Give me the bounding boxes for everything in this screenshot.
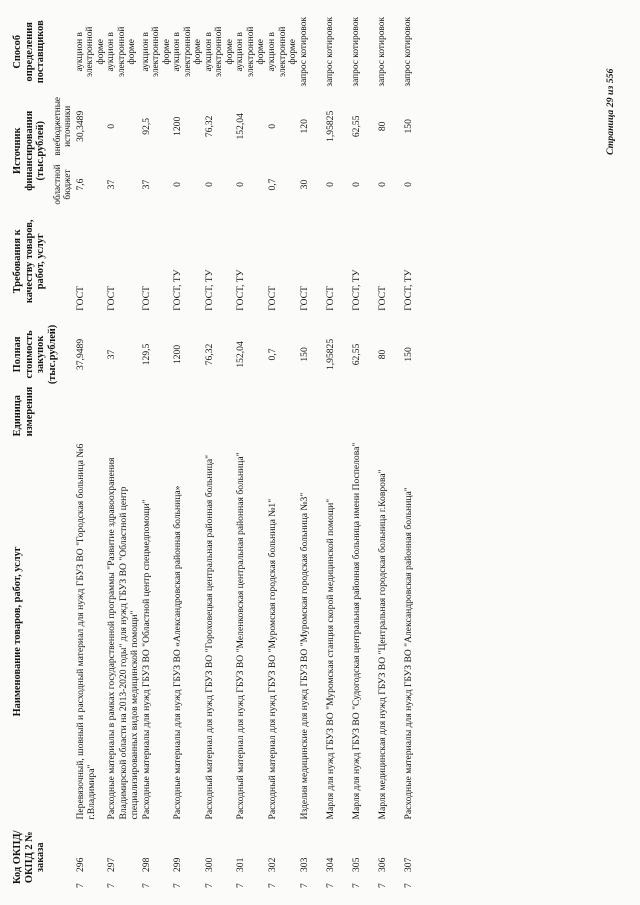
header-method: Способ определения поставщиков xyxy=(12,20,47,84)
row-code xyxy=(267,824,299,892)
row-cost: 0,7 xyxy=(266,348,278,361)
row-unit xyxy=(204,395,236,439)
table-row xyxy=(299,11,325,891)
row-regional: 0,7 xyxy=(266,178,278,191)
row-name: Расходный материал для нужд ГБУЗ ВО "Меленковская центральная районная больница" xyxy=(235,452,247,820)
row-code-number: 307 xyxy=(402,857,414,872)
row-code xyxy=(172,824,204,892)
table-row xyxy=(377,11,403,891)
row-name: Расходный материал для нужд ГБУЗ ВО "Муромская городская больница №1" xyxy=(266,498,278,820)
row-method: аукцион в электронной форме xyxy=(106,26,138,78)
table-header xyxy=(10,11,75,891)
header-source-regional: областной бюджет xyxy=(51,164,73,205)
row-requirements: ГОСТ xyxy=(140,286,152,311)
row-code-prefix: 7 xyxy=(324,883,336,888)
row-code-prefix: 7 xyxy=(106,883,118,888)
row-regional: 7,6 xyxy=(74,178,86,191)
row-offbudget: 30,3489 xyxy=(74,110,86,142)
row-cost: 152,04 xyxy=(235,341,247,368)
row-method: запрос котировок xyxy=(350,16,361,87)
row-name: Марля медицинская для нужд ГБУЗ ВО "Центральная городская больница г.Коврова" xyxy=(376,469,388,820)
header-requirements: Требования к качеству товаров, работ, услуг xyxy=(12,219,47,304)
row-unit xyxy=(267,395,299,439)
table-row xyxy=(75,11,107,891)
row-offbudget: 0 xyxy=(266,123,278,129)
row-offbudget: 1,95825 xyxy=(324,110,336,142)
row-name: Расходные материалы для нужд ГБУЗ ВО «Александровская районная больница» xyxy=(172,485,184,820)
row-offbudget: 80 xyxy=(376,121,388,132)
row-name: Расходные материалы в рамках государственной программы "Развитие здравоохранения Владимирской области на 2013-2020 годы" для нужд ГБУЗ ВО "Областной центр специализированных видов медицинской помощи" xyxy=(106,457,141,820)
row-code-number: 296 xyxy=(74,857,86,872)
row-code-number: 303 xyxy=(298,857,310,872)
row-requirements: ГОСТ, ТУ xyxy=(350,269,362,311)
row-code xyxy=(403,824,429,892)
row-cost: 80 xyxy=(376,349,388,360)
row-regional: 0 xyxy=(172,182,184,187)
row-cost: 129,5 xyxy=(140,343,152,366)
row-cost: 150 xyxy=(402,347,414,362)
row-code-prefix: 7 xyxy=(298,883,310,888)
row-code xyxy=(235,824,267,892)
row-name: Расходные материалы для нужд ГБУЗ ВО "Областной центр спецмедпомощи" xyxy=(140,499,152,820)
row-code-prefix: 7 xyxy=(235,883,247,888)
row-offbudget: 152,04 xyxy=(235,113,247,140)
row-code-number: 299 xyxy=(172,857,184,872)
row-cost: 1,95825 xyxy=(324,338,336,371)
row-requirements: ГОСТ xyxy=(266,286,278,311)
row-regional: 0 xyxy=(324,182,336,187)
row-name: Марля для нужд ГБУЗ ВО "Муромская станция скорой медицинской помощи" xyxy=(324,498,336,820)
row-code-number: 300 xyxy=(203,857,215,872)
row-regional: 0 xyxy=(376,182,388,187)
row-code-number: 305 xyxy=(350,857,362,872)
row-name: Расходные материалы для нужд ГБУЗ ВО "Александровская районная больница" xyxy=(402,487,414,820)
row-code-prefix: 7 xyxy=(203,883,215,888)
row-code-prefix: 7 xyxy=(140,883,152,888)
row-method: аукцион в электронной форме xyxy=(172,26,204,78)
row-regional: 37 xyxy=(106,179,118,190)
row-code xyxy=(204,824,236,892)
row-code xyxy=(377,824,403,892)
row-regional: 0 xyxy=(235,182,247,187)
row-code-number: 297 xyxy=(106,857,118,872)
row-code-prefix: 7 xyxy=(350,883,362,888)
row-code-prefix: 7 xyxy=(376,883,388,888)
row-cost: 1200 xyxy=(172,344,184,365)
row-offbudget: 150 xyxy=(402,119,414,134)
row-unit xyxy=(75,395,107,439)
row-unit xyxy=(235,395,267,439)
procurement-table xyxy=(10,11,429,891)
row-code xyxy=(75,824,107,892)
row-offbudget: 1200 xyxy=(172,116,184,136)
row-code xyxy=(141,824,173,892)
row-code xyxy=(325,824,351,892)
row-cost: 37,9489 xyxy=(74,338,86,371)
row-code xyxy=(106,824,141,892)
row-code-number: 306 xyxy=(376,857,388,872)
row-method: запрос котировок xyxy=(402,16,413,87)
row-requirements: ГОСТ, ТУ xyxy=(402,269,414,311)
row-offbudget: 120 xyxy=(298,119,310,134)
row-unit xyxy=(172,395,204,439)
row-method: аукцион в электронной форме xyxy=(266,26,299,78)
table-row xyxy=(172,11,204,891)
table-row xyxy=(267,11,299,891)
row-unit xyxy=(377,395,403,439)
row-requirements: ГОСТ, ТУ xyxy=(203,269,215,311)
row-code-number: 298 xyxy=(140,857,152,872)
table-row xyxy=(351,11,377,891)
row-requirements: ГОСТ, ТУ xyxy=(172,269,184,311)
table-body xyxy=(75,11,429,891)
row-requirements: ГОСТ xyxy=(376,286,388,311)
table-row xyxy=(403,11,429,891)
row-code-prefix: 7 xyxy=(266,883,278,888)
row-code-number: 302 xyxy=(266,857,278,872)
row-unit xyxy=(299,395,325,439)
row-requirements: ГОСТ xyxy=(74,286,86,311)
row-method: запрос котировок xyxy=(324,16,335,87)
header-name: Наименование товаров, работ, услуг xyxy=(12,546,23,717)
row-regional: 0 xyxy=(203,182,215,187)
page-number: Страница 29 из 556 xyxy=(605,68,616,155)
row-regional: 30 xyxy=(298,179,310,190)
row-offbudget: 92,5 xyxy=(140,117,152,135)
row-method: запрос котировок xyxy=(298,16,309,87)
row-code xyxy=(351,824,377,892)
row-name: Расходный материал для нужд ГБУЗ ВО "Гороховецкая центральная районная больница" xyxy=(203,454,215,820)
row-code-prefix: 7 xyxy=(402,883,414,888)
row-code-prefix: 7 xyxy=(74,883,86,888)
row-name: Марля для нужд ГБУЗ ВО "Судогодская центральная районная больница имени Поспелова" xyxy=(350,442,362,820)
header-unit: Единица измерения xyxy=(12,386,35,437)
row-regional: 0 xyxy=(350,182,362,187)
table-row xyxy=(106,11,141,891)
row-requirements: ГОСТ xyxy=(106,286,118,311)
table-row xyxy=(235,11,267,891)
row-name: Изделия медицинские для нужд ГБУЗ ВО "Муромская городская больница №3" xyxy=(298,492,310,820)
row-code-number: 301 xyxy=(235,857,247,872)
header-cost: Полная стоимость закупок (тыс.рублей) xyxy=(12,324,58,385)
row-requirements: ГОСТ xyxy=(298,286,310,311)
row-code-number: 304 xyxy=(324,857,336,872)
header-source: Источник финансирования (тыс.рублей) xyxy=(12,110,47,191)
row-method: аукцион в электронной форме xyxy=(140,26,172,78)
row-cost: 62,55 xyxy=(350,343,362,366)
row-unit xyxy=(141,395,173,439)
row-method: аукцион в электронной форме xyxy=(235,26,267,78)
row-unit xyxy=(325,395,351,439)
row-method: аукцион в электронной форме xyxy=(74,26,106,78)
header-code: Код ОКПД/ ОКПД 2 № заказа xyxy=(12,830,47,884)
row-offbudget: 0 xyxy=(106,123,118,129)
header-source-offbudget: внебюджетные источники xyxy=(51,97,73,156)
row-cost: 150 xyxy=(298,347,310,362)
row-offbudget: 76,32 xyxy=(203,115,215,138)
row-cost: 37 xyxy=(106,349,118,360)
table-row xyxy=(204,11,236,891)
row-requirements: ГОСТ, ТУ xyxy=(235,269,247,311)
table-row xyxy=(325,11,351,891)
row-method: запрос котировок xyxy=(376,16,387,87)
row-code-prefix: 7 xyxy=(172,883,184,888)
row-code xyxy=(299,824,325,892)
row-unit xyxy=(403,395,429,439)
table-row xyxy=(141,11,173,891)
row-cost: 76,32 xyxy=(203,343,215,366)
row-regional: 37 xyxy=(140,179,152,190)
row-unit xyxy=(351,395,377,439)
row-method: аукцион в электронной форме xyxy=(203,26,235,78)
row-requirements: ГОСТ xyxy=(324,286,336,311)
row-unit xyxy=(106,395,141,439)
row-offbudget: 62,55 xyxy=(350,115,362,138)
row-regional: 0 xyxy=(402,182,414,187)
row-name: Перевязочный, шовный и расходный материал для нужд ГБУЗ ВО "Городская больница №6 г.Владимира" xyxy=(74,443,98,820)
